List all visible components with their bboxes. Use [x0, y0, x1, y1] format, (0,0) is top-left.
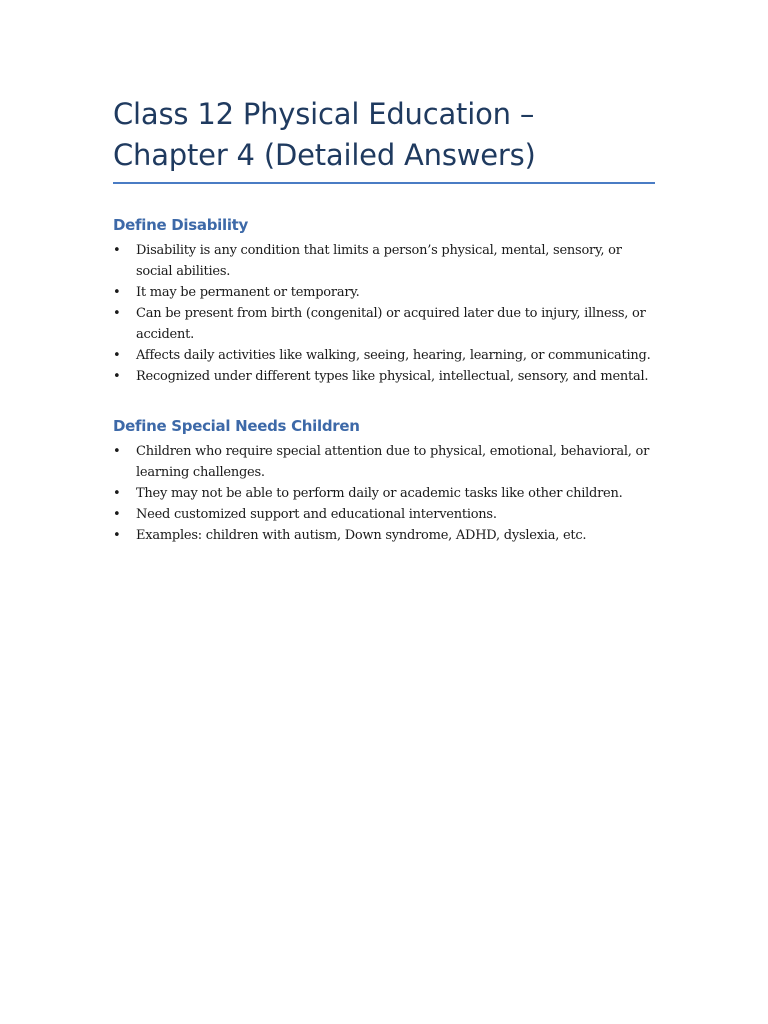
list-item-text: Can be present from birth (congenital) or acquired later due to injury, illness, or accident. — [136, 306, 646, 342]
bullet-icon: • — [113, 507, 121, 522]
list-item — [113, 504, 655, 525]
bullet-icon: • — [113, 486, 121, 501]
bullet-icon: • — [113, 285, 121, 300]
section-heading: Define Special Needs Children — [113, 417, 360, 435]
list-item-text: Children who require special attention due to physical, emotional, behavioral, or learning challenges. — [136, 444, 650, 480]
bullet-icon: • — [113, 444, 121, 459]
list-item-text: Examples: children with autism, Down syndrome, ADHD, dyslexia, etc. — [136, 528, 587, 543]
list-item — [113, 240, 655, 282]
list-item — [113, 366, 655, 387]
bullet-icon: • — [113, 243, 121, 258]
list-item — [113, 483, 655, 504]
bullet-list — [113, 240, 655, 387]
list-item — [113, 282, 655, 303]
list-item-text: Disability is any condition that limits a person’s physical, mental, sensory, or social abilities. — [136, 243, 622, 279]
bullet-icon: • — [113, 348, 121, 363]
bullet-list — [113, 441, 655, 546]
list-item — [113, 303, 655, 345]
list-item-text: Recognized under different types like physical, intellectual, sensory, and mental. — [136, 369, 649, 384]
bullet-icon: • — [113, 306, 121, 321]
list-item-text: Affects daily activities like walking, seeing, hearing, learning, or communicating. — [136, 348, 651, 363]
bullet-icon: • — [113, 369, 121, 384]
section-heading: Define Disability — [113, 216, 249, 234]
list-item — [113, 441, 655, 483]
page-title: Class 12 Physical Education – Chapter 4 (Detailed Answers) — [113, 97, 536, 172]
list-item — [113, 525, 655, 546]
section-define-special-needs-children — [113, 417, 655, 546]
list-item-text: It may be permanent or temporary. — [136, 285, 360, 300]
list-item-text: Need customized support and educational interventions. — [136, 507, 497, 522]
bullet-icon: • — [113, 528, 121, 543]
section-define-disability — [113, 216, 655, 387]
list-item — [113, 345, 655, 366]
list-item-text: They may not be able to perform daily or academic tasks like other children. — [136, 486, 623, 501]
title-divider — [113, 182, 655, 184]
document-page — [113, 94, 655, 546]
